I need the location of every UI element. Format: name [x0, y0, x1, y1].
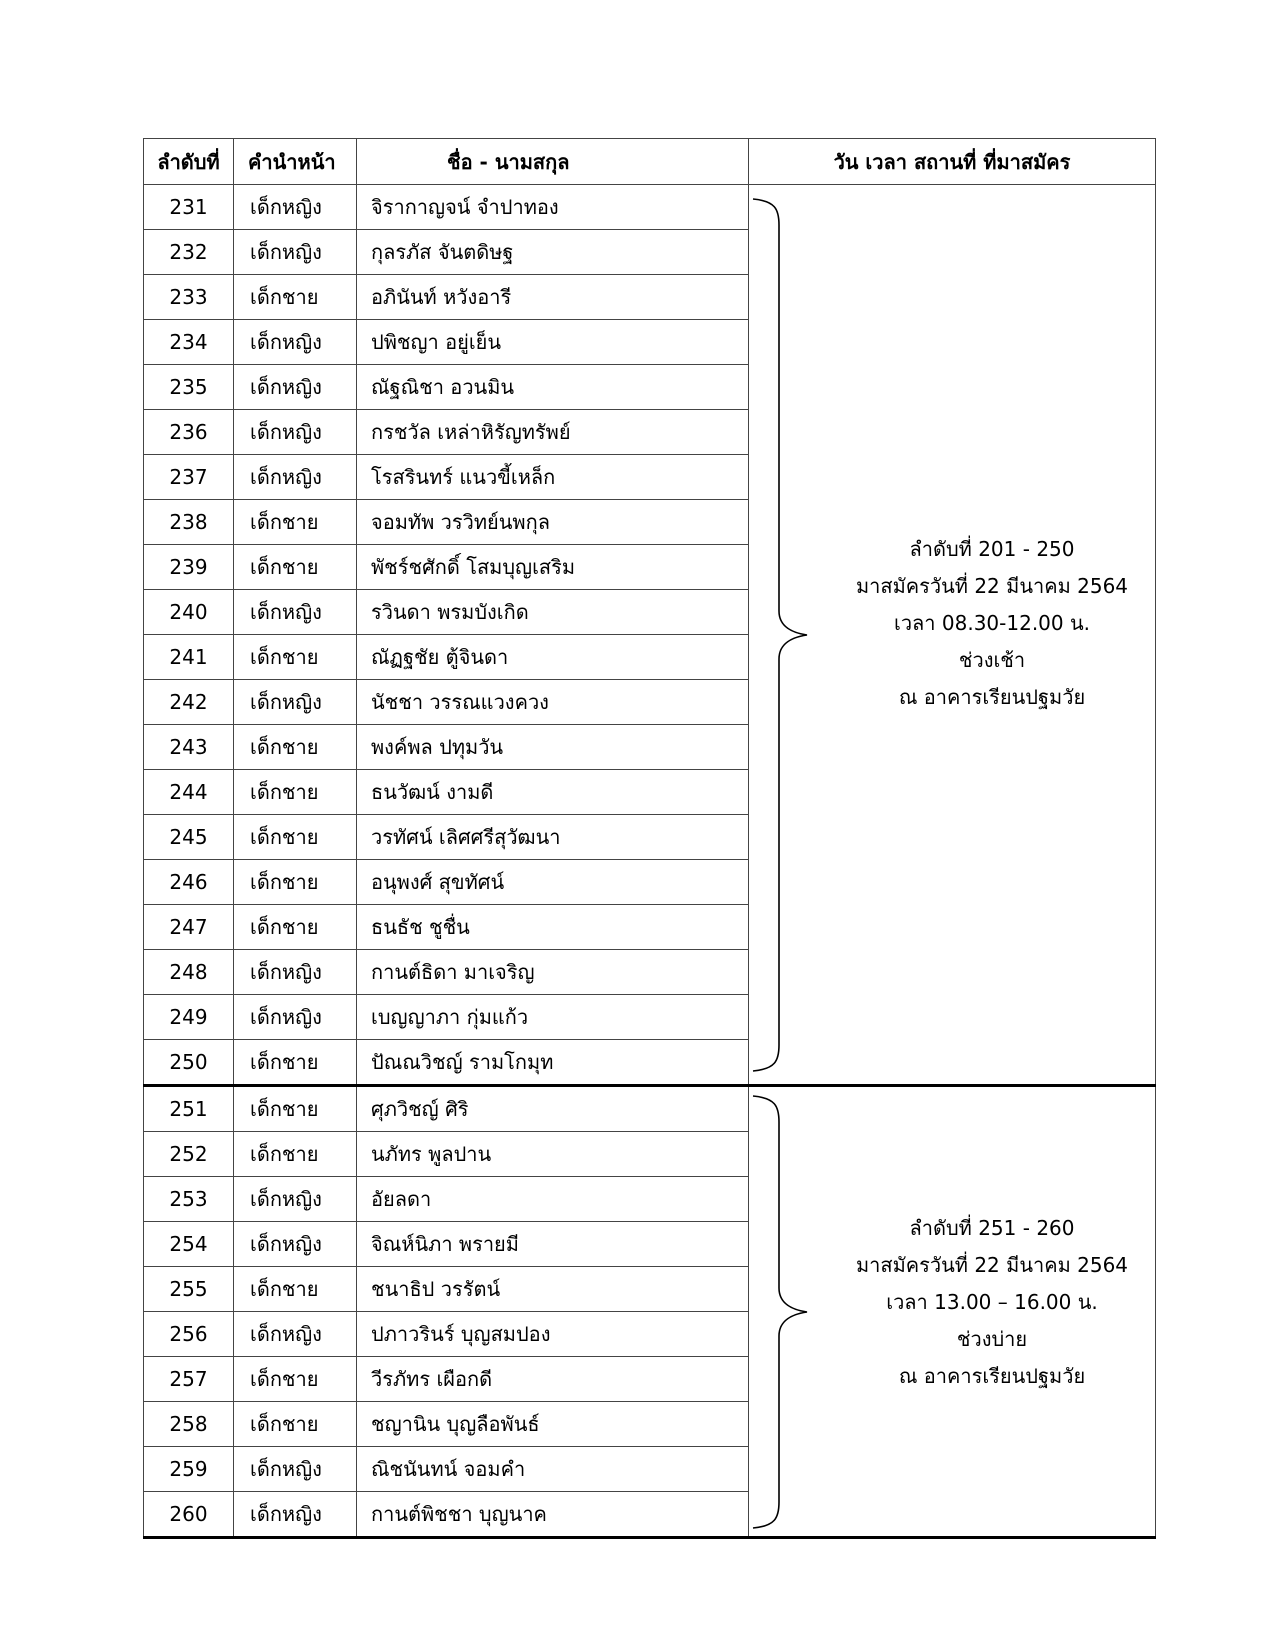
- title-prefix-cell: เด็กหญิง: [234, 410, 357, 455]
- order-number-cell: 254: [144, 1222, 234, 1267]
- order-number-cell: 246: [144, 860, 234, 905]
- full-name-cell: ปพิชญา อยู่เย็น: [357, 320, 749, 365]
- title-prefix-cell: เด็กชาย: [234, 815, 357, 860]
- title-prefix-cell: เด็กชาย: [234, 275, 357, 320]
- order-number-cell: 235: [144, 365, 234, 410]
- full-name-cell: ชนาธิป วรรัตน์: [357, 1267, 749, 1312]
- title-prefix-cell: เด็กหญิง: [234, 455, 357, 500]
- title-prefix-cell: เด็กชาย: [234, 725, 357, 770]
- order-number-cell: 249: [144, 995, 234, 1040]
- schedule-info-wrapper: [749, 195, 1155, 1075]
- full-name-cell: จอมทัพ วรวิทย์นพกุล: [357, 500, 749, 545]
- full-name-cell: วรทัศน์ เลิศศรีสุวัฒนา: [357, 815, 749, 860]
- full-name-cell: ณัฏฐชัย ตู้จินดา: [357, 635, 749, 680]
- title-prefix-cell: เด็กชาย: [234, 1402, 357, 1447]
- order-range-text: ลำดับที่ 251 - 260: [909, 1215, 1075, 1240]
- full-name-cell: โรสรินทร์ แนวขี้เหล็ก: [357, 455, 749, 500]
- order-number-cell: 259: [144, 1447, 234, 1492]
- title-prefix-cell: เด็กหญิง: [234, 1177, 357, 1222]
- order-number-cell: 237: [144, 455, 234, 500]
- order-number-cell: 243: [144, 725, 234, 770]
- full-name-cell: ณัฐณิชา อวนมิน: [357, 365, 749, 410]
- full-name-cell: ปัณณวิชญ์ รามโกมุท: [357, 1040, 749, 1086]
- order-number-cell: 245: [144, 815, 234, 860]
- title-prefix-cell: เด็กชาย: [234, 905, 357, 950]
- title-prefix-cell: เด็กชาย: [234, 770, 357, 815]
- title-prefix-cell: เด็กหญิง: [234, 365, 357, 410]
- order-number-cell: 251: [144, 1086, 234, 1132]
- order-number-cell: 239: [144, 545, 234, 590]
- full-name-cell: นภัทร พูลปาน: [357, 1132, 749, 1177]
- session-period-text: ช่วงเช้า: [958, 647, 1026, 672]
- full-name-cell: วีรภัทร เผือกดี: [357, 1357, 749, 1402]
- full-name-cell: ชญานิน บุญลือพันธ์: [357, 1402, 749, 1447]
- title-prefix-cell: เด็กชาย: [234, 545, 357, 590]
- full-name-cell: ธนวัฒน์ งามดี: [357, 770, 749, 815]
- title-prefix-cell: เด็กชาย: [234, 500, 357, 545]
- right-curly-brace-icon: [749, 1092, 819, 1532]
- full-name-cell: จิณห์นิภา พรายมี: [357, 1222, 749, 1267]
- order-number-cell: 244: [144, 770, 234, 815]
- order-number-cell: 256: [144, 1312, 234, 1357]
- schedule-info-wrapper: [749, 1092, 1155, 1532]
- schedule-info-cell: [749, 185, 1156, 1086]
- order-number-cell: 234: [144, 320, 234, 365]
- header-title-prefix: คำนำหน้า: [234, 139, 357, 185]
- table-row: [144, 185, 1156, 230]
- schedule-info-text: [829, 531, 1155, 716]
- order-number-cell: 260: [144, 1492, 234, 1538]
- order-number-cell: 252: [144, 1132, 234, 1177]
- registration-time-text: เวลา 08.30-12.00 น.: [893, 610, 1091, 635]
- full-name-cell: กุลรภัส จันตดิษฐ: [357, 230, 749, 275]
- title-prefix-cell: เด็กชาย: [234, 1267, 357, 1312]
- registration-time-text: เวลา 13.00 – 16.00 น.: [886, 1289, 1098, 1314]
- full-name-cell: รวินดา พรมบังเกิด: [357, 590, 749, 635]
- full-name-cell: ธนธัช ชูชื่น: [357, 905, 749, 950]
- order-number-cell: 231: [144, 185, 234, 230]
- title-prefix-cell: เด็กหญิง: [234, 1312, 357, 1357]
- order-range-text: ลำดับที่ 201 - 250: [909, 536, 1075, 561]
- full-name-cell: เบญญาภา กุ่มแก้ว: [357, 995, 749, 1040]
- title-prefix-cell: เด็กชาย: [234, 1040, 357, 1086]
- full-name-cell: ณิชนันทน์ จอมคำ: [357, 1447, 749, 1492]
- title-prefix-cell: เด็กชาย: [234, 860, 357, 905]
- full-name-cell: นัชชา วรรณแวงควง: [357, 680, 749, 725]
- order-number-cell: 258: [144, 1402, 234, 1447]
- registration-schedule-document: [143, 138, 1156, 1539]
- order-number-cell: 247: [144, 905, 234, 950]
- full-name-cell: อัยลดา: [357, 1177, 749, 1222]
- title-prefix-cell: เด็กหญิง: [234, 230, 357, 275]
- title-prefix-cell: เด็กหญิง: [234, 1447, 357, 1492]
- title-prefix-cell: เด็กหญิง: [234, 1222, 357, 1267]
- order-number-cell: 240: [144, 590, 234, 635]
- schedule-info-cell: [749, 1086, 1156, 1538]
- order-number-cell: 242: [144, 680, 234, 725]
- table-body: [144, 185, 1156, 1538]
- title-prefix-cell: เด็กหญิง: [234, 1492, 357, 1538]
- header-order-number: ลำดับที่: [144, 139, 234, 185]
- title-prefix-cell: เด็กหญิง: [234, 590, 357, 635]
- title-prefix-cell: เด็กหญิง: [234, 995, 357, 1040]
- order-number-cell: 250: [144, 1040, 234, 1086]
- full-name-cell: กานต์พิชชา บุญนาค: [357, 1492, 749, 1538]
- full-name-cell: กรชวัล เหล่าหิรัญทรัพย์: [357, 410, 749, 455]
- order-number-cell: 248: [144, 950, 234, 995]
- session-period-text: ช่วงบ่าย: [956, 1326, 1028, 1351]
- full-name-cell: ศุภวิชญ์ ศิริ: [357, 1086, 749, 1132]
- registration-table: [143, 138, 1156, 1539]
- registration-date-text: มาสมัครวันที่ 22 มีนาคม 2564: [855, 573, 1129, 598]
- order-number-cell: 238: [144, 500, 234, 545]
- registration-date-text: มาสมัครวันที่ 22 มีนาคม 2564: [855, 1252, 1129, 1277]
- title-prefix-cell: เด็กหญิง: [234, 680, 357, 725]
- title-prefix-cell: เด็กหญิง: [234, 185, 357, 230]
- title-prefix-cell: เด็กชาย: [234, 635, 357, 680]
- title-prefix-cell: เด็กชาย: [234, 1086, 357, 1132]
- table-row: [144, 1086, 1156, 1132]
- order-number-cell: 236: [144, 410, 234, 455]
- table-header-row: [144, 139, 1156, 185]
- full-name-cell: อภินันท์ หวังอารี: [357, 275, 749, 320]
- schedule-info-text: [829, 1210, 1155, 1395]
- header-full-name: ชื่อ - นามสกุล: [357, 139, 749, 185]
- full-name-cell: จิรากาญจน์ จำปาทอง: [357, 185, 749, 230]
- title-prefix-cell: เด็กหญิง: [234, 950, 357, 995]
- title-prefix-cell: เด็กหญิง: [234, 320, 357, 365]
- order-number-cell: 241: [144, 635, 234, 680]
- full-name-cell: อนุพงศ์ สุขทัศน์: [357, 860, 749, 905]
- right-curly-brace-icon: [749, 195, 819, 1075]
- full-name-cell: ปภาวรินร์ บุญสมปอง: [357, 1312, 749, 1357]
- order-number-cell: 253: [144, 1177, 234, 1222]
- header-date-time-place: วัน เวลา สถานที่ ที่มาสมัคร: [749, 139, 1156, 185]
- order-number-cell: 233: [144, 275, 234, 320]
- title-prefix-cell: เด็กชาย: [234, 1357, 357, 1402]
- title-prefix-cell: เด็กชาย: [234, 1132, 357, 1177]
- order-number-cell: 257: [144, 1357, 234, 1402]
- full-name-cell: พงค์พล ปทุมวัน: [357, 725, 749, 770]
- full-name-cell: พัชร์ชศักดิ์ โสมบุญเสริม: [357, 545, 749, 590]
- order-number-cell: 232: [144, 230, 234, 275]
- order-number-cell: 255: [144, 1267, 234, 1312]
- registration-location-text: ณ อาคารเรียนปฐมวัย: [898, 684, 1086, 709]
- registration-location-text: ณ อาคารเรียนปฐมวัย: [898, 1363, 1086, 1388]
- full-name-cell: กานต์ธิดา มาเจริญ: [357, 950, 749, 995]
